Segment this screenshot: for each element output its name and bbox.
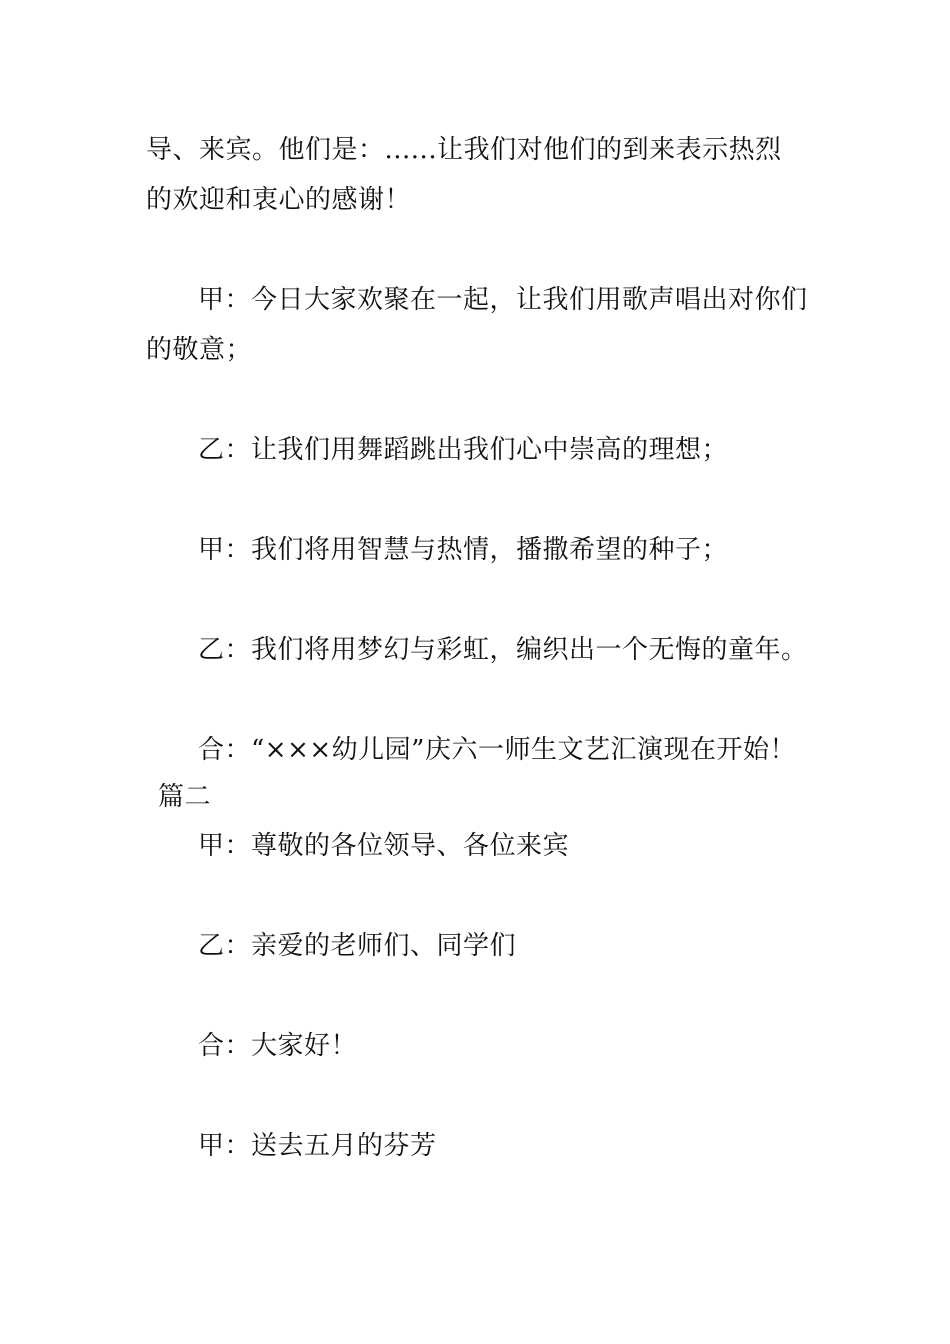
paragraph-line: 乙：亲爱的老师们、同学们 [198, 931, 517, 961]
paragraph-line: 甲：我们将用智慧与热情，播撒希望的种子； [198, 535, 729, 565]
paragraph-line: 乙：让我们用舞蹈跳出我们心中崇高的理想； [198, 435, 729, 465]
paragraph-line: 乙：我们将用梦幻与彩虹，编织出一个无悔的童年。 [198, 635, 808, 665]
paragraph-line: 甲：尊敬的各位领导、各位来宾 [198, 831, 570, 861]
paragraph-line: 合：大家好！ [198, 1031, 358, 1061]
paragraph-line: 的敬意； [146, 335, 253, 365]
paragraph-line: 导、来宾。他们是：......让我们对他们的到来表示热烈 [146, 135, 782, 165]
paragraph-line: 甲：送去五月的芬芳 [198, 1131, 437, 1161]
section-heading: 篇二 [158, 782, 212, 812]
paragraph-line: 甲：今日大家欢聚在一起，让我们用歌声唱出对你们 [198, 285, 808, 315]
paragraph-line: 合：“×××幼儿园”庆六一师生文艺汇演现在开始！ [198, 735, 796, 765]
paragraph-line: 的欢迎和衷心的感谢！ [146, 185, 412, 215]
